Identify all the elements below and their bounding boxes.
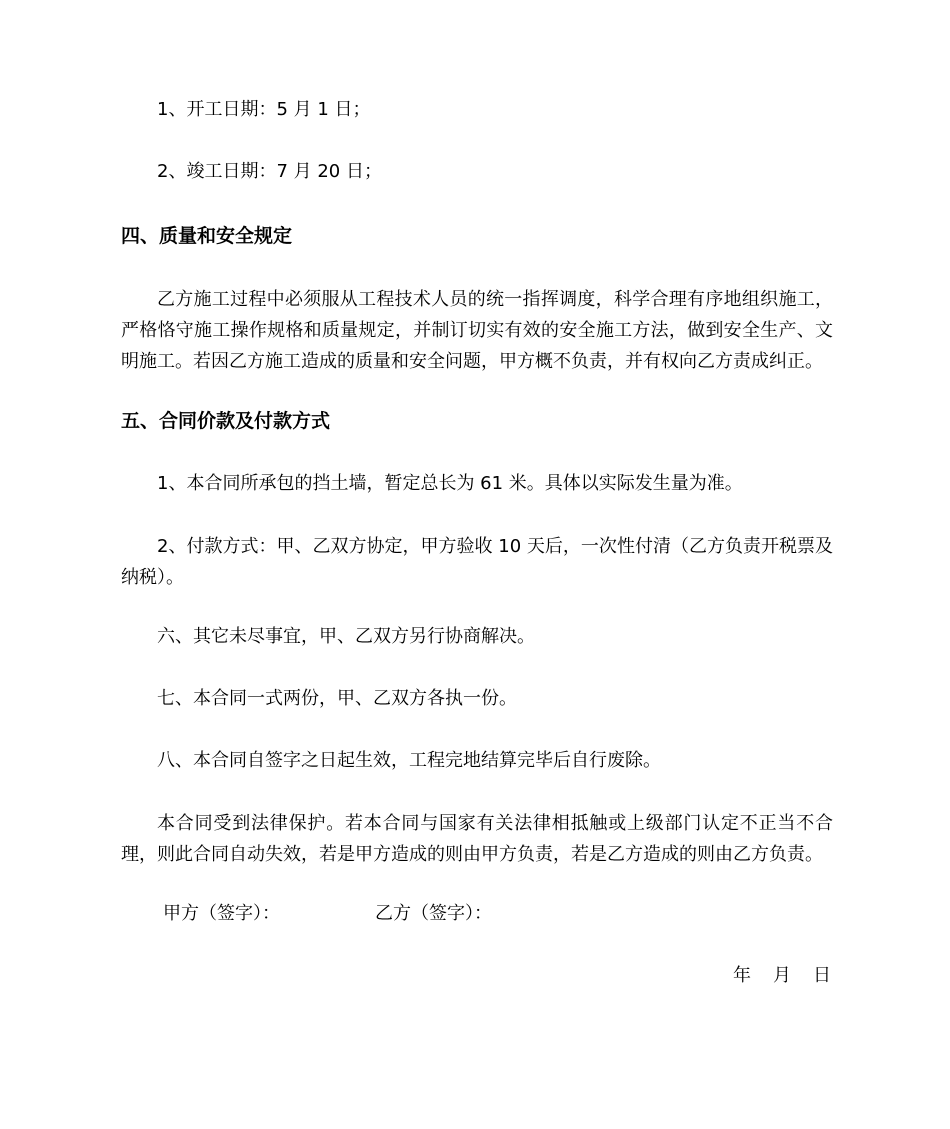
section-6-paragraph: 六、其它未尽事宜，甲、乙双方另行协商解决。 — [157, 626, 535, 647]
section-7-paragraph: 七、本合同一式两份，甲、乙双方各执一份。 — [157, 688, 517, 709]
party-a-signature-label: 甲方（签字）： — [163, 903, 280, 924]
end-date-line: 2、竣工日期：7 月 20 日； — [157, 161, 382, 182]
signing-date — [733, 961, 831, 991]
section-5-heading: 五、合同价款及付款方式 — [121, 410, 331, 432]
section-5-item-1: 1、本合同所承包的挡土墙，暂定总长为 61 米。具体以实际发生量为准。 — [157, 473, 743, 494]
section-4-heading: 四、质量和安全规定 — [121, 225, 293, 247]
start-date-line: 1、开工日期：5 月 1 日； — [157, 99, 371, 120]
date-year-label: 年 — [733, 965, 751, 986]
party-b-signature-label: 乙方（签字）： — [375, 903, 492, 924]
legal-paragraph: 本合同受到法律保护。若本合同与国家有关法律相抵触或上级部门认定不正当不合理，则此合同自动失效，若是甲方造成的则由甲方负责，若是乙方造成的则由乙方负责。 — [121, 813, 833, 865]
date-day-label: 日 — [813, 965, 831, 986]
section-4-body: 乙方施工过程中必须服从工程技术人员的统一指挥调度，科学合理有序地组织施工，严格恪守施工操作规格和质量规定，并制订切实有效的安全施工方法，做到安全生产、文明施工。若因乙方施工造成的质量和安全问题，甲方概不负责，并有权向乙方责成纠正。 — [121, 289, 833, 372]
date-month-label: 月 — [773, 965, 791, 986]
section-5-item-2: 2、付款方式：甲、乙双方协定，甲方验收 10 天后，一次性付清（乙方负责开税票及纳税）。 — [121, 536, 833, 588]
section-8-paragraph: 八、本合同自签字之日起生效，工程完地结算完毕后自行废除。 — [157, 750, 661, 771]
